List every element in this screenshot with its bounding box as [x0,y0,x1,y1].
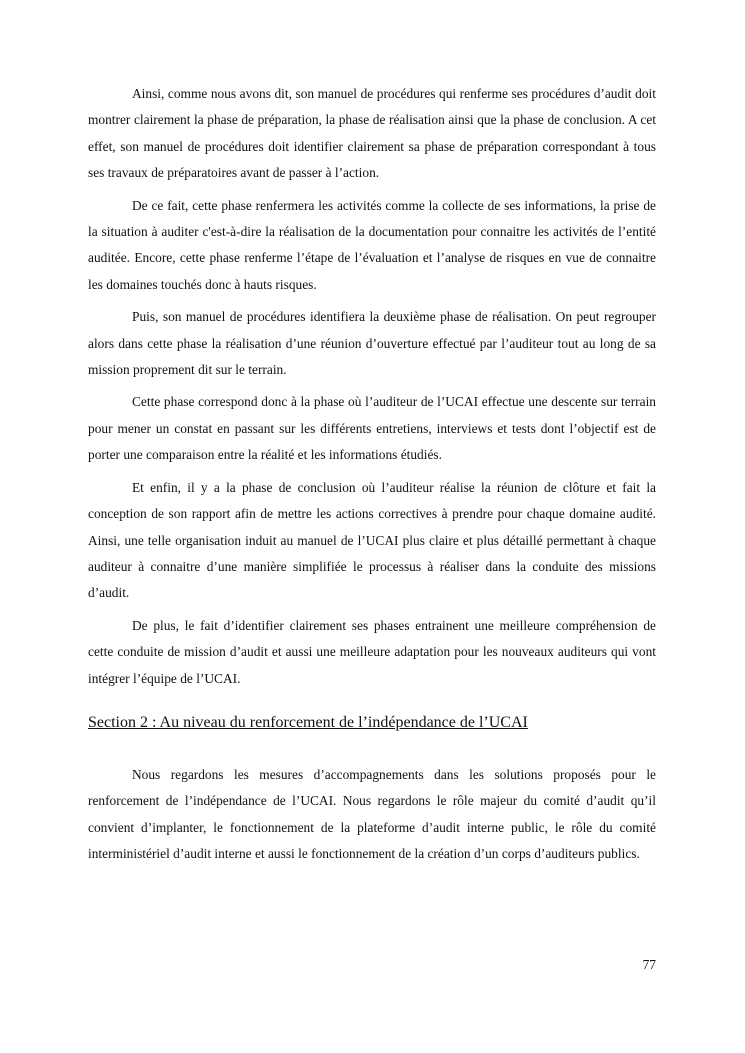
paragraph: Cette phase correspond donc à la phase où l’auditeur de l’UCAI effectue une descente sur terrain pour mener un constat en passant sur les différents entretiens, interviews et tests dont l’objectif est de porter une comparaison entre la réalité et les informations étudiés. [88,394,656,463]
paragraph: De ce fait, cette phase renfermera les activités comme la collecte de ses informations, la prise de la situation à auditer c'est-à-dire la réalisation de la documentation pour connaitre les activités de l’entité auditée. Encore, cette phase renferme l’étape de l’évaluation et l’analyse de risques en vue de connaitre les domaines touchés donc à hauts risques. [88,197,656,292]
page-number: 77 [642,957,656,972]
paragraph: Ainsi, comme nous avons dit, son manuel de procédures qui renferme ses procédures d’audit doit montrer clairement la phase de préparation, la phase de réalisation ainsi que la phase de conclusion. A cet effet, son manuel de procédures doit identifier clairement sa phase de préparation correspondant à tous ses travaux de préparatoires avant de passer à l’action. [88,86,656,181]
paragraph: Nous regardons les mesures d’accompagnements dans les solutions proposés pour le renforcement de l’indépendance de l’UCAI. Nous regardons le rôle majeur du comité d’audit qu’il convient d’implanter, le fonctionnement de la plateforme d’audit interne public, le rôle du comité interministériel d’audit interne et aussi le fonctionnement de la création d’un corps d’auditeurs publics. [88,767,656,862]
section-heading: Section 2 : Au niveau du renforcement de l’indépendance de l’UCAI [88,714,528,731]
paragraph: De plus, le fait d’identifier clairement ses phases entrainent une meilleure compréhension de cette conduite de mission d’audit et aussi une meilleure adaptation pour les nouveaux auditeurs qui vont intégrer l’équipe de l’UCAI. [88,617,656,686]
paragraph: Puis, son manuel de procédures identifiera la deuxième phase de réalisation. On peut regrouper alors dans cette phase la réalisation d’une réunion d’ouverture effectué par l’auditeur tout au long de sa mission proprement dit sur le terrain. [88,309,656,378]
body-text [88,81,656,692]
paragraph: Et enfin, il y a la phase de conclusion où l’auditeur réalise la réunion de clôture et fait la conception de son rapport afin de mettre les actions correctives à prendre pour chaque domaine audité. Ainsi, une telle organisation induit au manuel de l’UCAI plus claire et plus détaillé permettant à chaque auditeur à connaitre d’une manière simplifiée le processus à réaliser dans la conduite des missions d’audit. [88,479,656,601]
section-body-text [88,762,656,868]
